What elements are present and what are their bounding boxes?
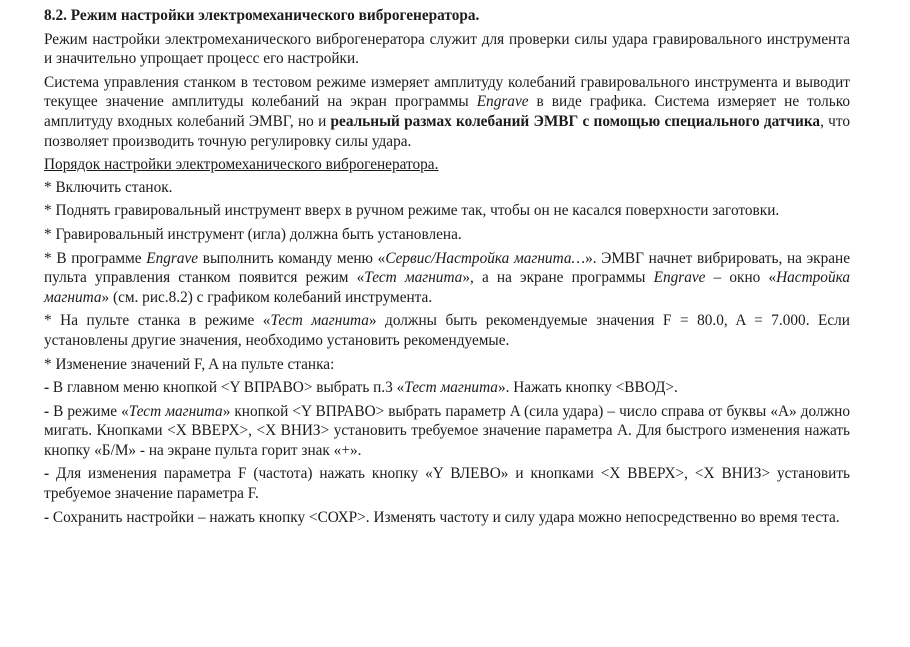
step-3: * Гравировальный инструмент (игла) должна быть установлена. (44, 225, 462, 243)
mode-name: Тест магнита (128, 402, 223, 420)
window-name: Настройка магнита (44, 269, 851, 306)
dash-marker: - (44, 402, 50, 420)
step-4-text-c: ». ЭМВГ начнет вибрировать, на экране пульта управления станком появится режим « (44, 249, 851, 287)
step-5-text-b: » должны быть рекомендуемые значения F = 80.0, A = 7.000. Если установлены другие значения, необходимо установить рекомендуемые. (44, 312, 850, 349)
section-heading: 8.2. Режим настройки электромеханического виброгенератора. (44, 7, 480, 24)
substep-3-text: Для изменения параметра F (частота) нажать кнопку «Y ВЛЕВО» и кнопками <X ВВЕРХ>, <X ВНИЗ> установить требуемое значение параметра F. (44, 465, 850, 503)
document-page (44, 6, 850, 531)
system-bold-text: реальный размах колебаний ЭМВГ с помощью специального датчика (330, 112, 821, 130)
step-4-text-f: » (см. рис.8.2) с графиком колебаний инструмента. (101, 288, 433, 306)
system-text-1: Система управления станком в тестовом режиме измеряет амплитуду колебаний гравировального инструмента и выводит текущее значение амплитуды колебаний на экран программы (44, 73, 850, 111)
substep-4-text: Сохранить настройки – нажать кнопку <СОХР>. Изменять частоту и силу удара можно непосредственно во время теста. (49, 508, 840, 526)
step-2: * Поднять гравировальный инструмент вверх в ручном режиме так, чтобы он не касался поверхности заготовки. (44, 202, 780, 220)
step-4-text-e: – окно « (705, 269, 777, 287)
substep-1 (44, 378, 850, 398)
substep-2 (44, 402, 850, 461)
substep-1-text-b: ». Нажать кнопку <ВВОД>. (497, 379, 678, 397)
system-text-2: в виде графика. Система измеряет не только амплитуду входных колебаний ЭМВГ, но и (44, 93, 850, 130)
step-4-text-a: * В программе (44, 249, 147, 267)
step-4-text-d: », а на экране программы (462, 269, 654, 287)
mode-name: Тест магнита (404, 379, 498, 397)
step-4-text-b: выполнить команду меню « (198, 249, 386, 267)
system-paragraph (44, 73, 850, 151)
step-1: * Включить станок. (44, 178, 173, 196)
substep-1-text-a: В главном меню кнопкой <Y ВПРАВО> выбрать п.3 « (49, 379, 405, 397)
app-name: Engrave (476, 93, 529, 111)
step-5-text-a: * На пульте станка в режиме « (44, 312, 271, 330)
app-name: Engrave (653, 269, 706, 287)
procedure-title: Порядок настройки электромеханического виброгенератора. (44, 156, 439, 174)
dash-marker: - (44, 465, 50, 483)
step-4 (44, 249, 850, 308)
substep-2-text-b: » кнопкой <Y ВПРАВО> выбрать параметр A (сила удара) – число справа от буквы «A» должно мигать. Кнопками <X ВВЕРХ>, <X ВНИЗ> установить требуемое значение параметра A. Для быстрого изменения нажать кнопку «Б/М» - на экране пульта горит знак «+». (44, 402, 850, 459)
system-text-3: , что позволяет производить точную регулировку силы удара. (44, 112, 850, 150)
substep-2-text-a: В режиме « (49, 402, 129, 420)
intro-paragraph: Режим настройки электромеханического виброгенератора служит для проверки силы удара гравировального инструмента и значительно упрощает процесс его настройки. (44, 30, 850, 68)
dash-marker: - (44, 379, 50, 397)
app-name: Engrave (146, 249, 199, 267)
substep-3 (44, 464, 850, 503)
mode-name: Тест магнита (364, 269, 463, 287)
dash-marker: - (44, 508, 50, 526)
menu-command: Сервис/Настройка магнита… (385, 249, 586, 267)
step-6: * Изменение значений F, A на пульте станка: (44, 355, 335, 373)
mode-name: Тест магнита (270, 312, 369, 330)
substep-4 (44, 508, 850, 528)
step-5 (44, 311, 850, 350)
